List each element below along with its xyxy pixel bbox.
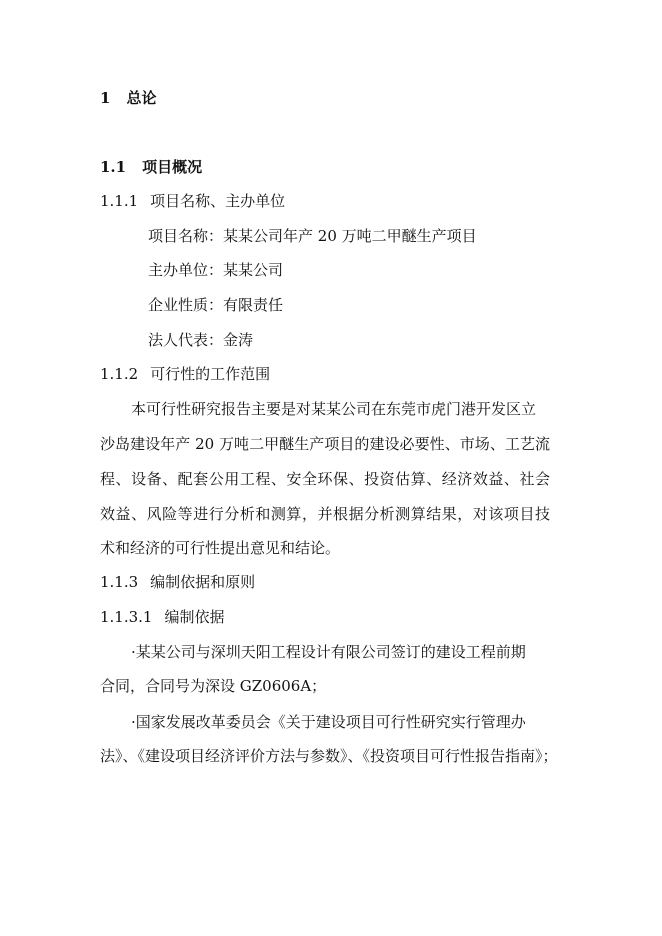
scope-paragraph-line: 程、设备、配套公用工程、安全环保、投资估算、经济效益、社会 — [100, 470, 550, 488]
section-1-1-2-heading — [100, 364, 270, 384]
scope-paragraph-line: 本可行性研究报告主要是对某某公司在东莞市虎门港开发区立 — [131, 400, 537, 418]
basis-item-1-line: 合同，合同号为深设 GZ0606A； — [100, 677, 327, 695]
scope-paragraph-line: 效益、风险等进行分析和测算，并根据分析测算结果，对该项目技 — [100, 505, 550, 523]
scope-paragraph-line: 沙岛建设年产 20 万吨二甲醚生产项目的建设必要性、市场、工艺流 — [100, 435, 550, 453]
section-1-1-3-heading — [100, 572, 255, 592]
heading-2 — [100, 157, 202, 177]
section-1-1-3-number: 1.1.3 — [100, 573, 139, 591]
sponsor-line: 主办单位：某某公司 — [148, 261, 284, 279]
heading-1-title: 总论 — [126, 89, 157, 107]
basis-item-1-line: ·某某公司与深圳天阳工程设计有限公司签订的建设工程前期 — [131, 643, 526, 661]
section-1-1-3-1-number: 1.1.3.1 — [100, 608, 153, 626]
section-1-1-3-1-heading — [100, 607, 225, 627]
basis-item-2-line: 法》、《建设项目经济评价方法与参数》、《投资项目可行性报告指南》； — [100, 747, 558, 765]
enterprise-nature-line: 企业性质：有限责任 — [148, 296, 284, 314]
section-1-1-2-number: 1.1.2 — [100, 365, 139, 383]
heading-1-number: 1 — [100, 89, 111, 107]
heading-2-number: 1.1 — [100, 158, 127, 176]
legal-representative-line: 法人代表：金涛 — [148, 331, 254, 349]
scope-paragraph-line: 术和经济的可行性提出意见和结论。 — [100, 539, 341, 557]
section-1-1-1-title: 项目名称、主办单位 — [150, 192, 286, 210]
section-1-1-2-title: 可行性的工作范围 — [150, 365, 271, 383]
project-name-line: 项目名称：某某公司年产 20 万吨二甲醚生产项目 — [148, 227, 477, 245]
basis-item-2-line: ·国家发展改革委员会《关于建设项目可行性研究实行管理办 — [131, 713, 526, 731]
section-1-1-1-number: 1.1.1 — [100, 192, 139, 210]
section-1-1-1-heading — [100, 191, 285, 211]
section-1-1-3-1-title: 编制依据 — [164, 608, 225, 626]
heading-1 — [100, 88, 156, 108]
section-1-1-3-title: 编制依据和原则 — [150, 573, 256, 591]
heading-2-title: 项目概况 — [142, 158, 203, 176]
